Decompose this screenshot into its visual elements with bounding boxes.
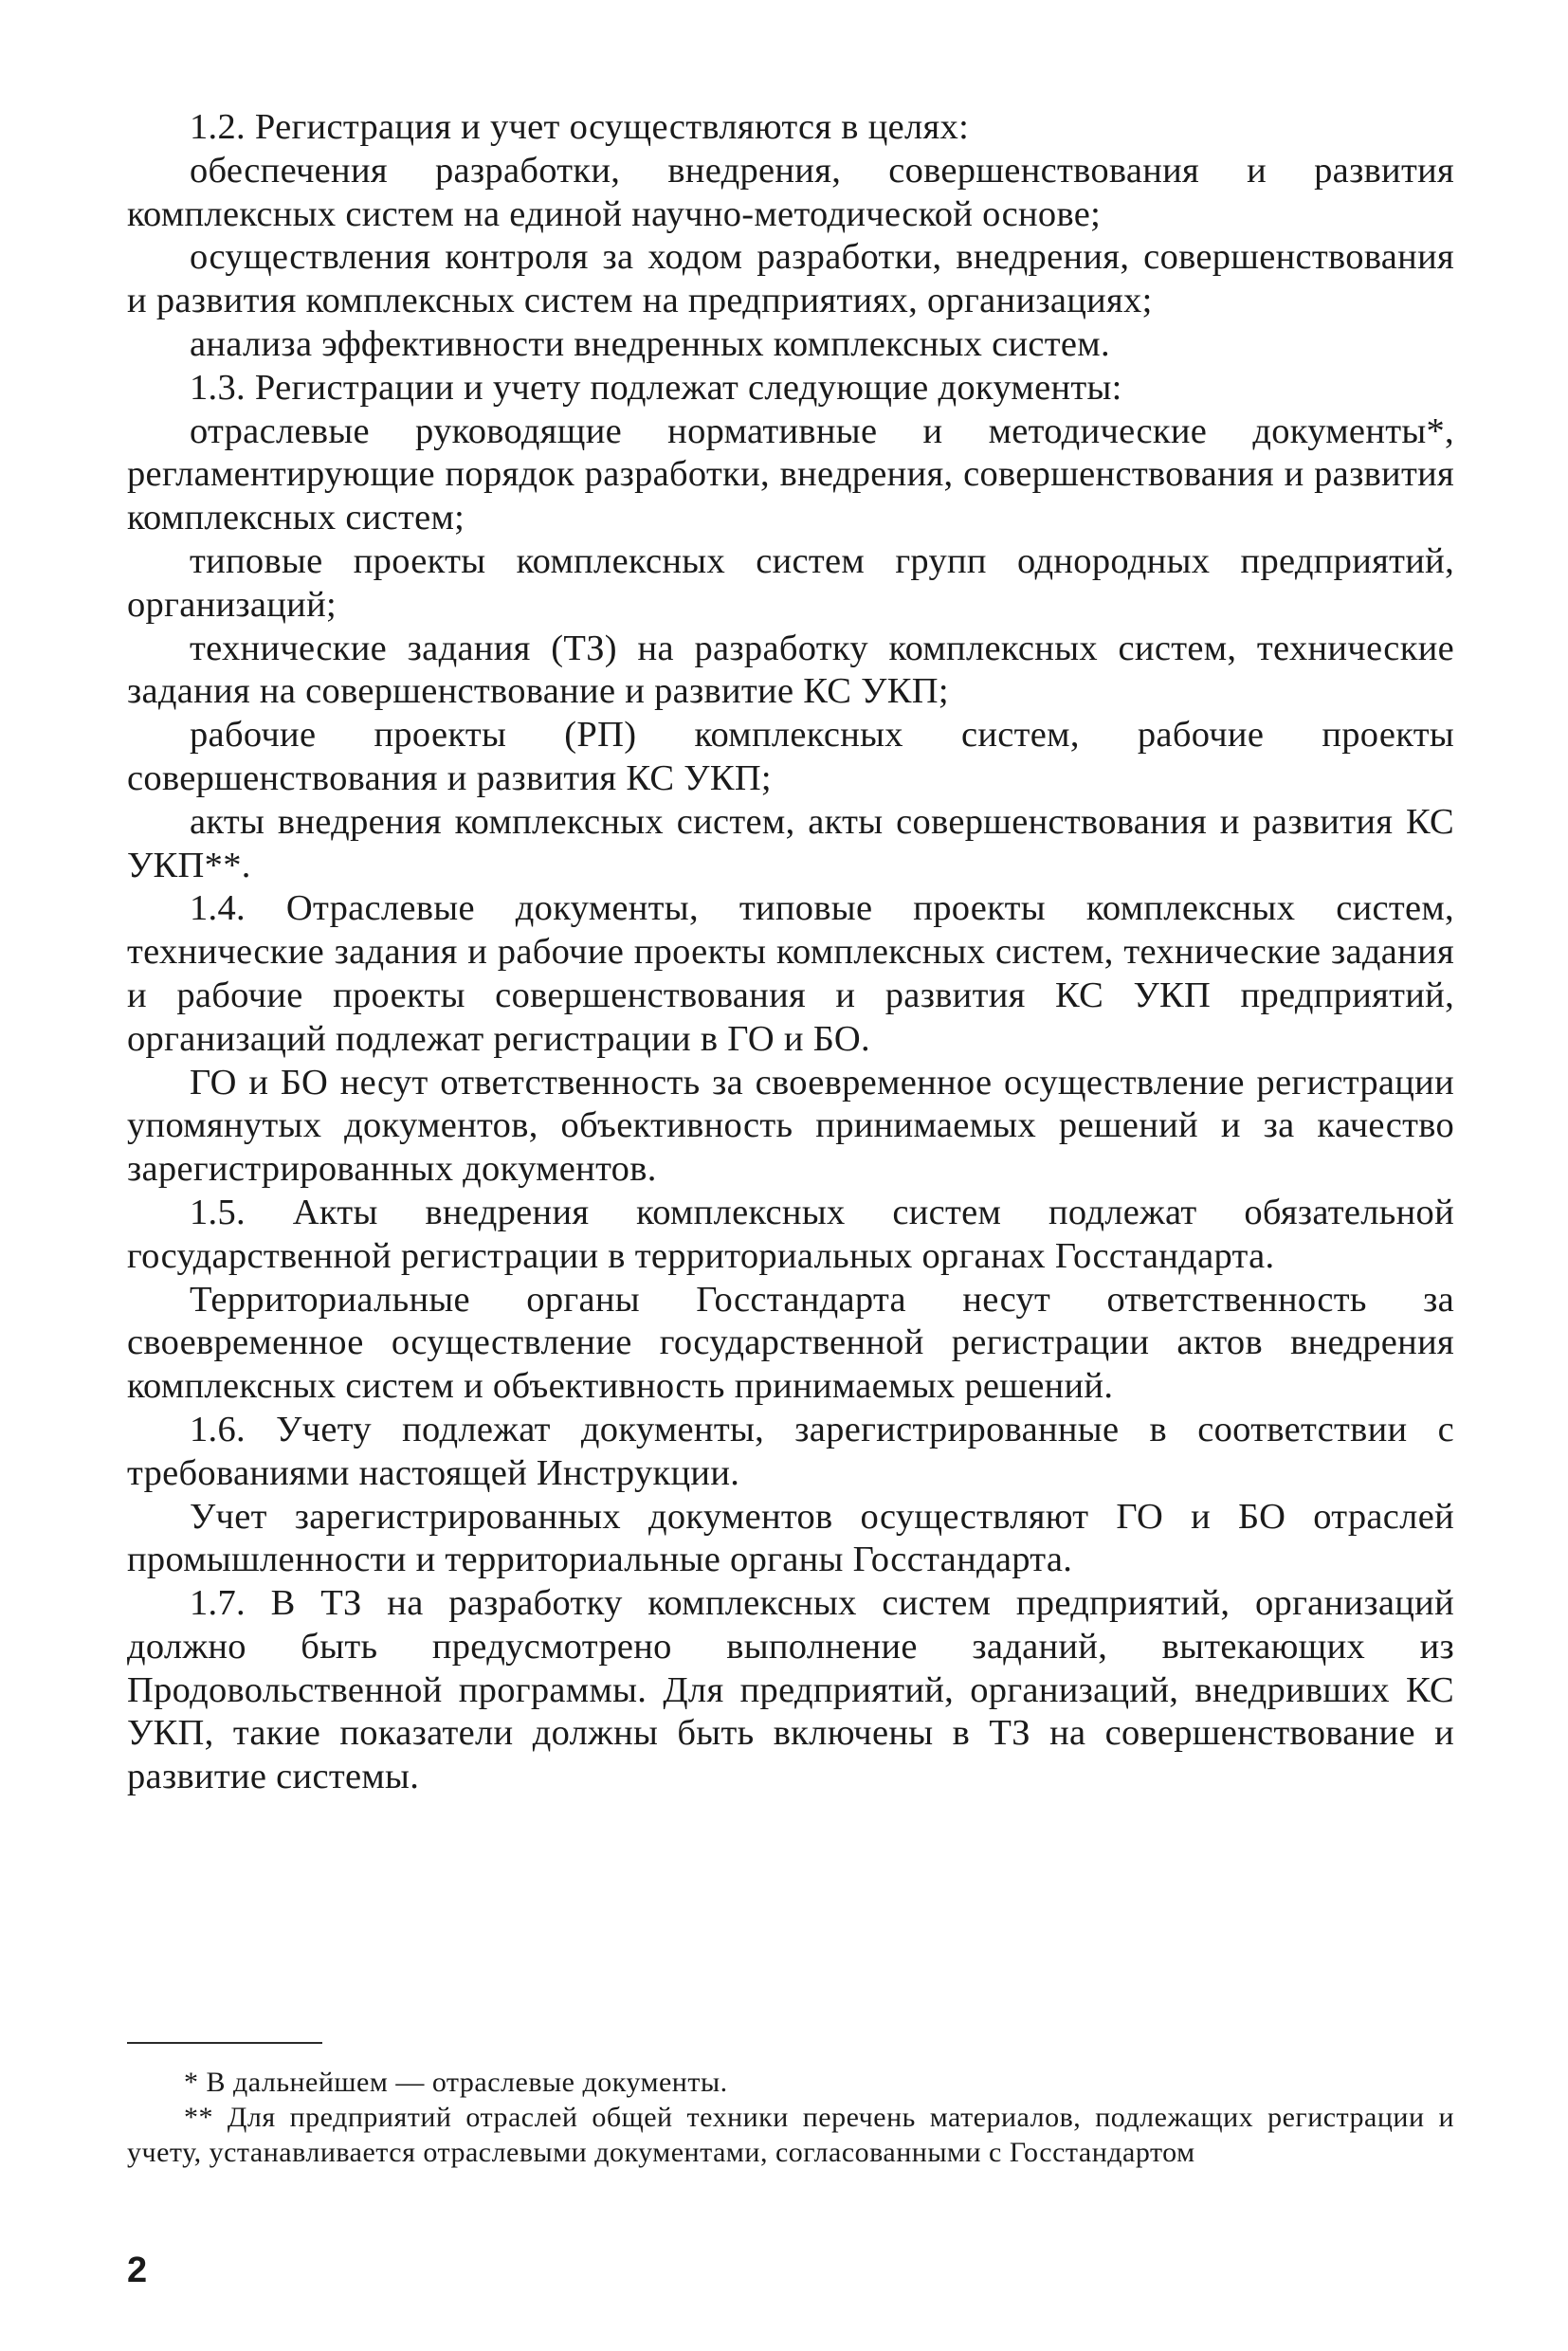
paragraph-1-2-heading: 1.2. Регистрация и учет осуществляются в целях: [190,107,970,147]
paragraph-1-2-item-2: осуществления контроля за ходом разработки, внедрения, совершенствования и развития комплексных систем на предприятиях, организациях; [127,237,1454,321]
paragraph-1-3-item-3: технические задания (ТЗ) на разработку комплексных систем, технические задания на совершенствование и развитие КС УКП; [127,628,1454,712]
paragraph-1-3-heading: 1.3. Регистрации и учету подлежат следующие документы: [190,367,1122,408]
page-number: 2 [127,2251,148,2290]
footnote-1: * В дальнейшем — отраслевые документы. [184,2067,728,2098]
footnote-2: ** Для предприятий отраслей общей техники перечень материалов, подлежащих регистрации и учету, устанавливается отраслевыми документами, согласованными с Госстандартом [127,2102,1454,2168]
paragraph-1-3-item-1: отраслевые руководящие нормативные и методические документы*, регламентирующие порядок разработки, внедрения, совершенствования и развития комплексных систем; [127,410,1454,538]
paragraph-1-3-item-2: типовые проекты комплексных систем групп однородных предприятий, организаций; [127,540,1454,625]
paragraph-1-5-continued: Территориальные органы Госстандарта несут ответственность за своевременное осуществление государственной регистрации актов внедрения комплексных систем и объективность принимаемых решений. [127,1279,1454,1407]
paragraph-1-6: 1.6. Учету подлежат документы, зарегистрированные в соответствии с требованиями настоящей Инструкции. [127,1409,1454,1493]
paragraph-1-7: 1.7. В ТЗ на разработку комплексных систем предприятий, организаций должно быть предусмотрено выполнение заданий, вытекающих из Продовольственной программы. Для предприятий, организаций, внедривших КС УКП, такие показатели должны быть включены в ТЗ на совершенствование и развитие системы. [127,1583,1454,1797]
paragraph-1-3-item-5: акты внедрения комплексных систем, акты совершенствования и развития КС УКП**. [127,801,1454,885]
footnotes [127,2065,1454,2170]
paragraph-1-6-continued: Учет зарегистрированных документов осуществляют ГО и БО отраслей промышленности и территориальные органы Госстандарта. [127,1496,1454,1580]
paragraph-1-5: 1.5. Акты внедрения комплексных систем подлежат обязательной государственной регистрации в территориальных органах Госстандарта. [127,1192,1454,1276]
paragraph-1-4-continued: ГО и БО несут ответственность за своевременное осуществление регистрации упомянутых документов, объективность принимаемых решений и за качество зарегистрированных документов. [127,1062,1454,1190]
body-text [127,106,1454,1799]
footnote-divider [127,2042,322,2044]
paragraph-1-4: 1.4. Отраслевые документы, типовые проекты комплексных систем, технические задания и рабочие проекты комплексных систем, технические задания и рабочие проекты совершенствования и развития КС УКП предприятий, организаций подлежат регистрации в ГО и БО. [127,888,1454,1059]
paragraph-1-2-item-1: обеспечения разработки, внедрения, совершенствования и развития комплексных систем на единой научно-методической основе; [127,150,1454,234]
paragraph-1-3-item-4: рабочие проекты (РП) комплексных систем, рабочие проекты совершенствования и развития КС УКП; [127,715,1454,798]
paragraph-1-2-item-3: анализа эффективности внедренных комплексных систем. [190,323,1110,364]
